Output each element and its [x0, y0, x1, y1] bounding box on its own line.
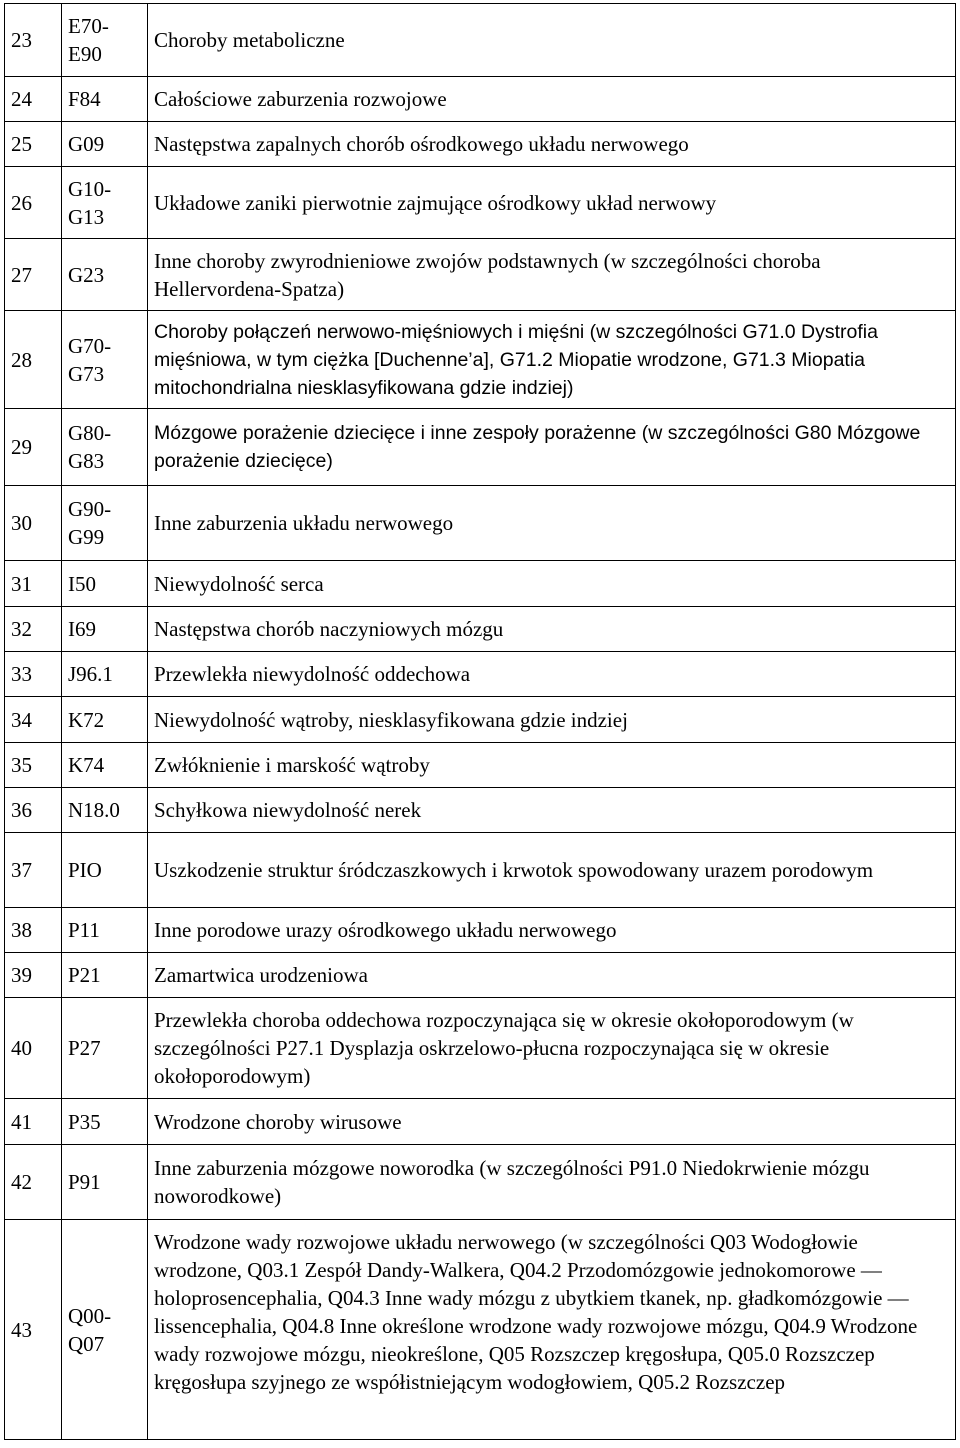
icd-code: N18.0 — [62, 788, 148, 833]
icd-code: P91 — [62, 1145, 148, 1220]
table-row — [5, 697, 956, 743]
table-row — [5, 652, 956, 697]
table-row — [5, 486, 956, 561]
icd-code-table — [4, 3, 956, 1440]
diagnosis-description: Zamartwica urodzeniowa — [148, 953, 956, 998]
diagnosis-description: Inne zaburzenia mózgowe noworodka (w szczególności P91.0 Niedokrwienie mózgu noworodkowe) — [148, 1145, 956, 1220]
table-row — [5, 788, 956, 833]
diagnosis-description: Przewlekła niewydolność oddechowa — [148, 652, 956, 697]
diagnosis-description: Przewlekła choroba oddechowa rozpoczynająca się w okresie okołoporodowym (w szczególności P27.1 Dysplazja oskrzelowo-płucna rozpoczynająca się w okresie okołoporodowym) — [148, 998, 956, 1099]
row-number: 27 — [5, 239, 62, 311]
row-number: 38 — [5, 908, 62, 953]
diagnosis-description: Schyłkowa niewydolność nerek — [148, 788, 956, 833]
table-row — [5, 607, 956, 652]
diagnosis-description: Następstwa zapalnych chorób ośrodkowego układu nerwowego — [148, 122, 956, 167]
diagnosis-description: Uszkodzenie struktur śródczaszkowych i krwotok spowodowany urazem porodowym — [148, 833, 956, 908]
row-number: 30 — [5, 486, 62, 561]
row-number: 31 — [5, 561, 62, 607]
icd-code: G09 — [62, 122, 148, 167]
icd-code-line: G10- G13 — [68, 176, 112, 229]
icd-code — [62, 4, 148, 77]
row-number: 34 — [5, 697, 62, 743]
row-number: 33 — [5, 652, 62, 697]
table-row — [5, 953, 956, 998]
table-row — [5, 998, 956, 1099]
table-row — [5, 167, 956, 239]
diagnosis-description: Inne choroby zwyrodnieniowe zwojów podstawnych (w szczególności choroba Hellervordena-Spatza) — [148, 239, 956, 311]
icd-code: I69 — [62, 607, 148, 652]
icd-code — [62, 409, 148, 486]
table-row — [5, 908, 956, 953]
row-number: 26 — [5, 167, 62, 239]
row-number: 25 — [5, 122, 62, 167]
icd-code-line: Q00- Q07 — [68, 1303, 112, 1356]
row-number: 29 — [5, 409, 62, 486]
table-row — [5, 122, 956, 167]
icd-code — [62, 486, 148, 561]
icd-code: K72 — [62, 697, 148, 743]
icd-code: K74 — [62, 743, 148, 788]
diagnosis-description: Wrodzone wady rozwojowe układu nerwowego (w szczególności Q03 Wodogłowie wrodzone, Q03.1 Zespół Dandy-Walkera, Q04.2 Przodomózgowie jednokomorowe — holoprosencephalia, Q04.3 Inne wady mózgu z ubytkiem tkanek, np. gładkomózgowie — lissencephalia, Q04.8 Inne określone wrodzone wady rozwojowe mózgu, Q04.9 Wrodzone wady rozwojowe mózgu, nieokreślone, Q05 Rozszczep kręgosłupa, Q05.0 Rozszczep kręgosłupa szyjnego ze współistniejącym wodogłowiem, Q05.2 Rozszczep — [148, 1220, 956, 1440]
row-number: 43 — [5, 1220, 62, 1440]
icd-code — [62, 1220, 148, 1440]
icd-code: P27 — [62, 998, 148, 1099]
row-number: 23 — [5, 4, 62, 77]
table-row — [5, 561, 956, 607]
table-row — [5, 4, 956, 77]
table-row — [5, 409, 956, 486]
row-number: 35 — [5, 743, 62, 788]
icd-code: P11 — [62, 908, 148, 953]
table-row — [5, 77, 956, 122]
diagnosis-description: Choroby metaboliczne — [148, 4, 956, 77]
diagnosis-description: Inne porodowe urazy ośrodkowego układu nerwowego — [148, 908, 956, 953]
diagnosis-description: Całościowe zaburzenia rozwojowe — [148, 77, 956, 122]
icd-code-line: G80- G83 — [68, 421, 112, 473]
icd-code: PIO — [62, 833, 148, 908]
diagnosis-description: Niewydolność wątroby, niesklasyfikowana gdzie indziej — [148, 697, 956, 743]
row-number: 36 — [5, 788, 62, 833]
diagnosis-description: Inne zaburzenia układu nerwowego — [148, 486, 956, 561]
row-number: 41 — [5, 1099, 62, 1145]
icd-code: J96.1 — [62, 652, 148, 697]
diagnosis-description: Układowe zaniki pierwotnie zajmujące ośrodkowy układ nerwowy — [148, 167, 956, 239]
table-row — [5, 1220, 956, 1440]
icd-code: F84 — [62, 77, 148, 122]
row-number: 39 — [5, 953, 62, 998]
diagnosis-description: Następstwa chorób naczyniowych mózgu — [148, 607, 956, 652]
row-number: 24 — [5, 77, 62, 122]
table-row — [5, 743, 956, 788]
diagnosis-description: Zwłóknienie i marskość wątroby — [148, 743, 956, 788]
icd-code: G23 — [62, 239, 148, 311]
row-number: 32 — [5, 607, 62, 652]
icd-code: I50 — [62, 561, 148, 607]
icd-code — [62, 311, 148, 409]
icd-code-line: E70- E90 — [68, 14, 109, 66]
icd-code: P21 — [62, 953, 148, 998]
row-number: 40 — [5, 998, 62, 1099]
icd-code-line: G90- G99 — [68, 497, 112, 549]
diagnosis-description: Niewydolność serca — [148, 561, 956, 607]
table-row — [5, 1099, 956, 1145]
diagnosis-description: Choroby połączeń nerwowo-mięśniowych i mięśni (w szczególności G71.0 Dystrofia mięśniowa, w tym ciężka [Duchenne’a], G71.2 Miopatie wrodzone, G71.3 Miopatia mitochondrialna niesklasyfikowana gdzie indziej) — [148, 311, 956, 409]
diagnosis-description: Mózgowe porażenie dziecięce i inne zespoły porażenne (w szczególności G80 Mózgowe porażenie dziecięce) — [148, 409, 956, 486]
table-row — [5, 239, 956, 311]
row-number: 37 — [5, 833, 62, 908]
icd-code-line: G70- G73 — [68, 333, 112, 386]
table-row — [5, 1145, 956, 1220]
icd-code: P35 — [62, 1099, 148, 1145]
table-row — [5, 311, 956, 409]
row-number: 28 — [5, 311, 62, 409]
table-row — [5, 833, 956, 908]
diagnosis-description: Wrodzone choroby wirusowe — [148, 1099, 956, 1145]
row-number: 42 — [5, 1145, 62, 1220]
icd-code — [62, 167, 148, 239]
